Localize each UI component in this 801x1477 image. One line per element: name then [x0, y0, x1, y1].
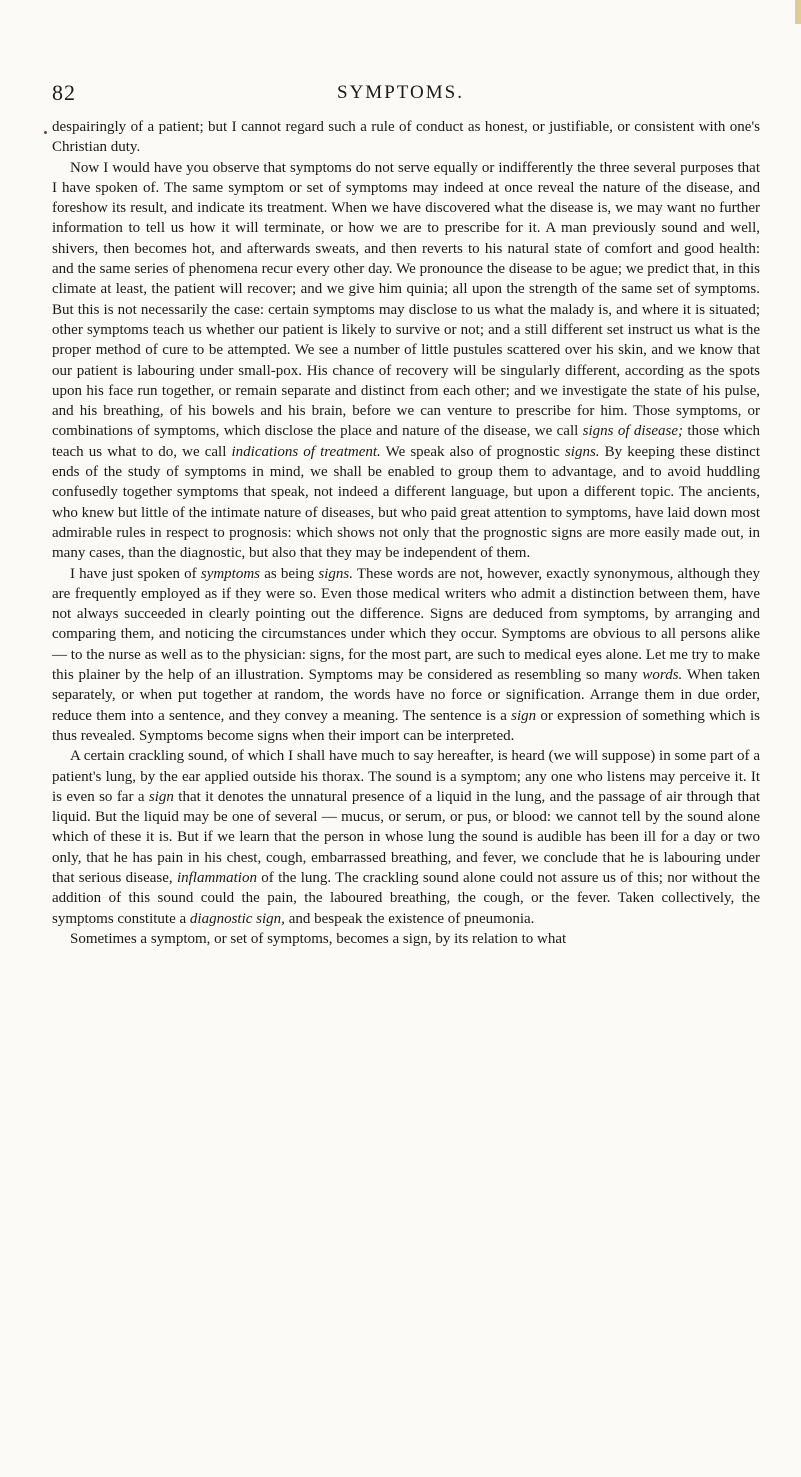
page-header	[52, 80, 749, 110]
italic-run: sign	[148, 788, 174, 805]
paragraph	[52, 117, 760, 158]
italic-run: words.	[642, 667, 683, 684]
italic-run: signs.	[318, 565, 353, 582]
text-run: or expression of something which is thus revealed. Symptoms become signs when their import can be interpreted.	[52, 707, 760, 744]
running-head: SYMPTOMS.	[337, 82, 464, 103]
text-run: as being	[260, 565, 319, 582]
text-run: We speak also of prognostic	[380, 443, 565, 460]
margin-speck	[44, 131, 47, 134]
text-run: I have just spoken of	[70, 565, 201, 582]
text-run: despairingly of a patient; but I cannot regard such a rule of conduct as honest, or justifiable, or consistent with one's Christian duty.	[52, 119, 760, 156]
paragraph	[52, 746, 760, 929]
body-text	[52, 117, 760, 949]
text-run: Now I would have you observe that symptoms do not serve equally or indifferently the three several purposes that I have spoken of. The same symptom or set of symptoms may indeed at once reveal the nature of the disease, and foreshow its result, and indicate its treatment. When we have discovered what the disease is, we may want no further information to tell us how it will terminate, or how we are to prescribe for it. A man previously sound and well, shivers, then becomes hot, and afterwards sweats, and then reverts to his natural state of comfort and good health: and the same series of phenomena recur every other day. We pronounce the disease to be ague; we predict that, in this climate at least, the patient will recover; and we give him quinia; all upon the strength of the same set of symptoms. But this is not necessarily the case: certain symptoms may disclose to us what the malady is, and where it is situated; other symptoms teach us whether our patient is likely to survive or not; and a still different set instruct us what is the proper method of cure to be attempted. We see a number of little pustules scattered over his skin, and we know that our patient is labouring under small-pox. His chance of recovery will be singularly different, according as the spots upon his face run together, or remain separate and distinct from each other; and we investigate the state of his pulse, and his breathing, of his bowels and his brain, before we can venture to prescribe for him. Those symptoms, or combinations of symptoms, which disclose the place and nature of the disease, we call	[52, 159, 760, 440]
page-number: 82	[52, 80, 76, 105]
text-run: When taken separately, or when put together at random, the words have no force or signification. Arrange them in due order, reduce them into a sentence, and they convey a meaning. The sentence is a	[52, 667, 761, 724]
text-run: A certain crackling sound, of which I shall have much to say hereafter, is heard (we will suppose) in some part of a patient's lung, by the ear applied outside his thorax. The sound is a symptom; any one who listens may perceive it. It is even so far a	[52, 748, 760, 805]
paragraph	[52, 929, 760, 949]
italic-run: inflammation	[176, 869, 257, 886]
text-run: those which teach us what to do, we call	[52, 423, 761, 460]
page-edge-mark	[795, 0, 801, 24]
italic-run: sign	[511, 707, 537, 724]
italic-run: indications of treatment.	[231, 443, 381, 460]
paragraph	[52, 564, 760, 747]
text-run: Sometimes a symptom, or set of symptoms, becomes a sign, by its relation to what	[70, 930, 567, 947]
text-run: These words are not, however, exactly synonymous, although they are frequently employed as if they were so. Even those medical writers who admit a distinction between them, have not always succeeded in clearly pointing out the difference. Signs are deduced from symptoms, by arranging and comparing them, and noticing the circumstances under which they occur. Symptoms are obvious to all persons alike — to the nurse as well as to the physician: signs, for the most part, are such to medical eyes alone. Let me try to make this plainer by the help of an illustration. Symptoms may be considered as resembling so many	[52, 565, 761, 684]
italic-run: signs of disease;	[582, 423, 683, 440]
italic-run: diagnostic sign,	[189, 910, 285, 927]
text-run: and bespeak the existence of pneumonia.	[284, 910, 535, 927]
paragraph	[52, 158, 760, 564]
text-run: of the lung. The crackling sound alone could not assure us of this; nor without the addition of this sound could the pain, the laboured breathing, the cough, or the fever. Taken collectively, the symptoms constitute a	[52, 869, 761, 927]
italic-run: symptoms	[200, 565, 261, 582]
text-run: that it denotes the unnatural presence of a liquid in the lung, and the passage of air through that liquid. But the liquid may be one of several — mucus, or serum, or pus, or blood: we cannot tell by the sound alone which of these it is. But if we learn that the person in whose lung the sound is audible has been ill for a day or two only, that he has pain in his chest, cough, embarrassed breathing, and fever, we conclude that he is labouring under that serious disease,	[52, 788, 761, 886]
text-run: By keeping these distinct ends of the study of symptoms in mind, we shall be enabled to group them to advantage, and to avoid huddling confusedly together symptoms that speak, not indeed a different language, but upon a different topic. The ancients, who knew but little of the intimate nature of diseases, but who paid great attention to symptoms, have laid down most admirable rules in respect to prognosis: which shows not only that the prognostic signs are more easily made out, in many cases, than the diagnostic, but also that they may be independent of them.	[52, 443, 760, 562]
italic-run: signs.	[564, 443, 600, 460]
